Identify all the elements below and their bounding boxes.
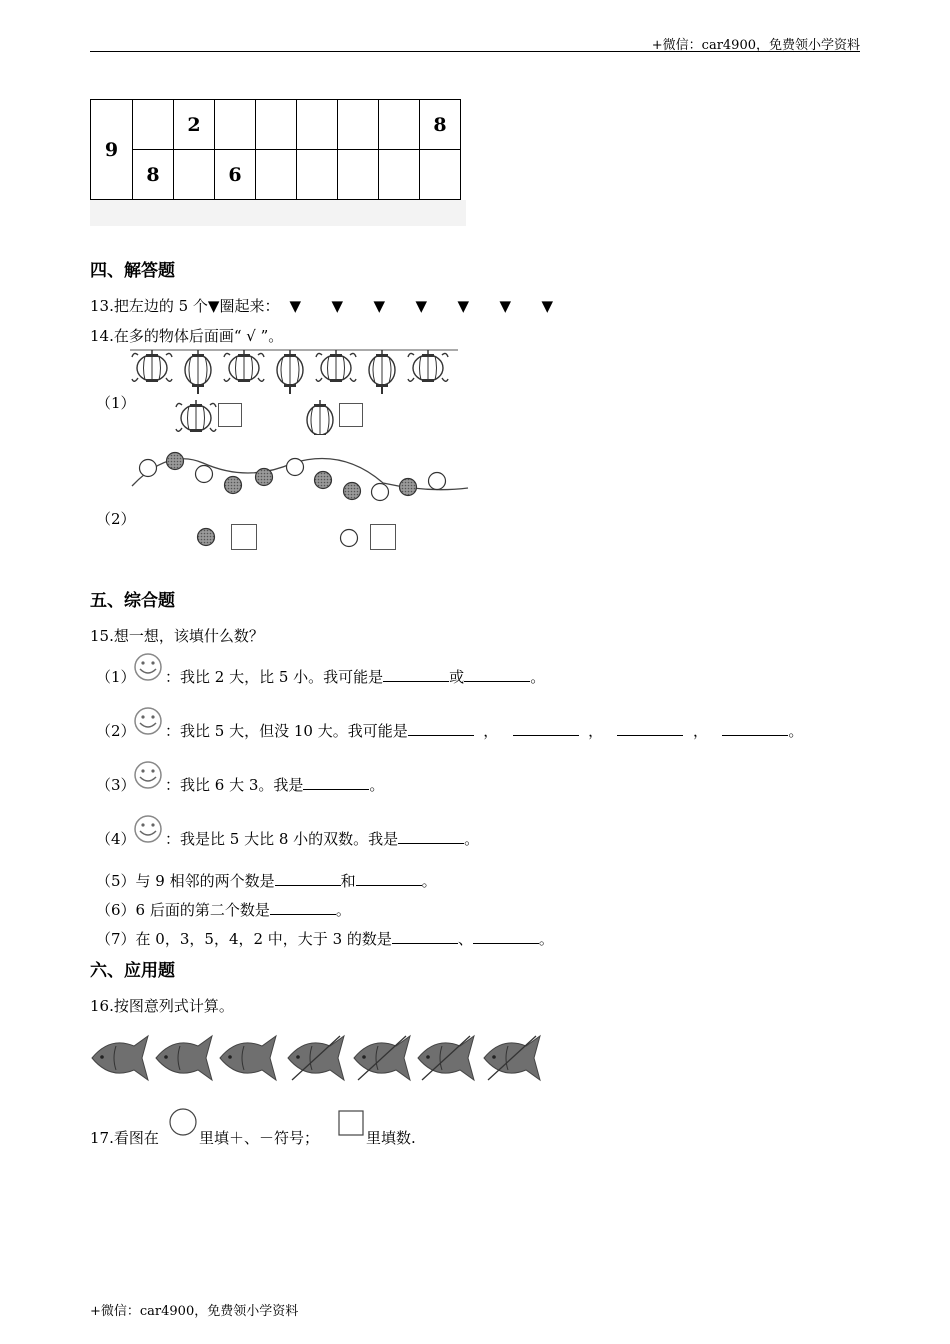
answer-blank[interactable] <box>617 721 683 736</box>
q17-text-pre: 17.看图在 <box>90 1129 159 1147</box>
grid-cell[interactable]: 8 <box>420 100 461 150</box>
answer-box[interactable] <box>339 403 363 427</box>
q15-item-1 <box>96 666 136 687</box>
grid-cell[interactable] <box>420 150 461 200</box>
grid-cell[interactable] <box>133 100 174 150</box>
answer-blank[interactable] <box>464 667 530 682</box>
answer-blank[interactable] <box>408 721 474 736</box>
grid-row-label: 9 <box>91 100 133 200</box>
item-text: ：我比 5 大，但没 10 大。我可能是 <box>165 722 408 740</box>
q15-item-3-text <box>165 774 384 795</box>
answer-blank[interactable] <box>722 721 788 736</box>
triangle-icon: ▼ <box>499 297 512 315</box>
item-number: （2） <box>96 722 136 740</box>
page-footer: +微信：car4900，免费领小学资料 <box>90 1304 299 1319</box>
item-mid: 、 <box>457 930 473 948</box>
number-grid <box>90 99 461 200</box>
answer-blank[interactable] <box>383 667 449 682</box>
square-symbol-icon <box>338 1110 366 1138</box>
answer-blank[interactable] <box>275 871 341 886</box>
q15-item-3 <box>96 774 136 795</box>
item-end: 。 <box>335 901 351 919</box>
grid-cell[interactable] <box>338 150 379 200</box>
item-number: （1） <box>96 668 136 686</box>
smiley-icon <box>133 761 165 791</box>
grid-cell[interactable] <box>379 100 420 150</box>
q15-item-7 <box>96 928 554 949</box>
item-text: ：我是比 5 大比 8 小的双数。我是 <box>165 830 399 848</box>
triangle-icon: ▼ <box>289 297 302 315</box>
grid-cell[interactable]: 8 <box>133 150 174 200</box>
item-text: （5）与 9 相邻的两个数是 <box>96 872 275 890</box>
q15-item-4-text <box>165 828 479 849</box>
smiley-icon <box>133 653 165 683</box>
grid-cell[interactable] <box>256 150 297 200</box>
item-sep: ， <box>483 722 499 740</box>
q15-item-6 <box>96 899 351 920</box>
item-end: 。 <box>530 668 546 686</box>
item-end: 。 <box>538 930 554 948</box>
answer-blank[interactable] <box>513 721 579 736</box>
answer-box[interactable] <box>370 524 396 550</box>
q17-text-end: 里填数. <box>366 1129 416 1147</box>
circle-symbol-icon <box>168 1107 198 1139</box>
grid-cell[interactable] <box>297 100 338 150</box>
answer-box[interactable] <box>218 403 242 427</box>
grid-cell[interactable] <box>256 100 297 150</box>
item-end: 。 <box>464 830 480 848</box>
section-title-5: 五、综合题 <box>90 591 175 611</box>
item-end: 。 <box>421 872 437 890</box>
question-15: 15.想一想，该填什么数？ <box>90 627 264 645</box>
grid-cell[interactable]: 6 <box>215 150 256 200</box>
answer-blank[interactable] <box>392 929 458 944</box>
smiley-icon <box>133 707 165 737</box>
triangle-icon: ▼ <box>541 297 554 315</box>
answer-box[interactable] <box>231 524 257 550</box>
q13-text: 13.把左边的 5 个▼圈起来： <box>90 297 280 315</box>
question-13 <box>90 295 583 316</box>
grid-cell[interactable] <box>338 100 379 150</box>
triangle-icon: ▼ <box>415 297 428 315</box>
item-mid: 和 <box>340 872 356 890</box>
item-end: 。 <box>369 776 385 794</box>
item-text: （7）在 0，3，5，4，2 中，大于 3 的数是 <box>96 930 392 948</box>
item-text: （6）6 后面的第二个数是 <box>96 901 270 919</box>
q17-text-mid: 里填＋、－符号； <box>199 1129 320 1147</box>
item-mid: 或 <box>449 668 465 686</box>
grid-cell[interactable] <box>174 150 215 200</box>
q15-item-2 <box>96 720 136 741</box>
item-text: ：我比 2 大，比 5 小。我可能是 <box>165 668 384 686</box>
question-17 <box>90 1127 159 1148</box>
grid-cell[interactable] <box>297 150 338 200</box>
answer-blank[interactable] <box>303 775 369 790</box>
answer-blank[interactable] <box>398 829 464 844</box>
lanterns-picture <box>130 345 460 435</box>
q15-item-5 <box>96 870 437 891</box>
question-16: 16.按图意列式计算。 <box>90 997 234 1015</box>
question-14: 14.在多的物体后面画“ √ ”。 <box>90 327 284 345</box>
grid-cell[interactable]: 2 <box>174 100 215 150</box>
section-title-4: 四、解答题 <box>90 261 175 281</box>
beads-picture <box>128 448 473 558</box>
item-number: （4） <box>96 830 136 848</box>
grid-cell[interactable] <box>215 100 256 150</box>
q14-part-1-label: （1） <box>96 394 136 412</box>
item-sep: ， <box>588 722 604 740</box>
section-title-6: 六、应用题 <box>90 961 175 981</box>
item-number: （3） <box>96 776 136 794</box>
answer-blank[interactable] <box>356 871 422 886</box>
answer-blank[interactable] <box>270 900 336 915</box>
q15-item-1-text <box>165 666 545 687</box>
smiley-icon <box>133 815 165 845</box>
answer-blank[interactable] <box>473 929 539 944</box>
fish-picture <box>90 1030 550 1086</box>
grid-cell[interactable] <box>379 150 420 200</box>
header-divider <box>90 51 860 52</box>
triangle-icon: ▼ <box>373 297 386 315</box>
page-header: +微信：car4900，免费领小学资料 <box>651 38 860 53</box>
triangle-icon: ▼ <box>457 297 470 315</box>
grid-shadow <box>90 200 466 226</box>
item-end: 。 <box>788 722 804 740</box>
item-sep: ， <box>693 722 709 740</box>
item-text: ：我比 6 大 3。我是 <box>165 776 304 794</box>
q15-item-4 <box>96 828 136 849</box>
q15-item-2-text <box>165 720 803 741</box>
q14-part-2-label: （2） <box>96 510 136 528</box>
triangle-icon: ▼ <box>331 297 344 315</box>
